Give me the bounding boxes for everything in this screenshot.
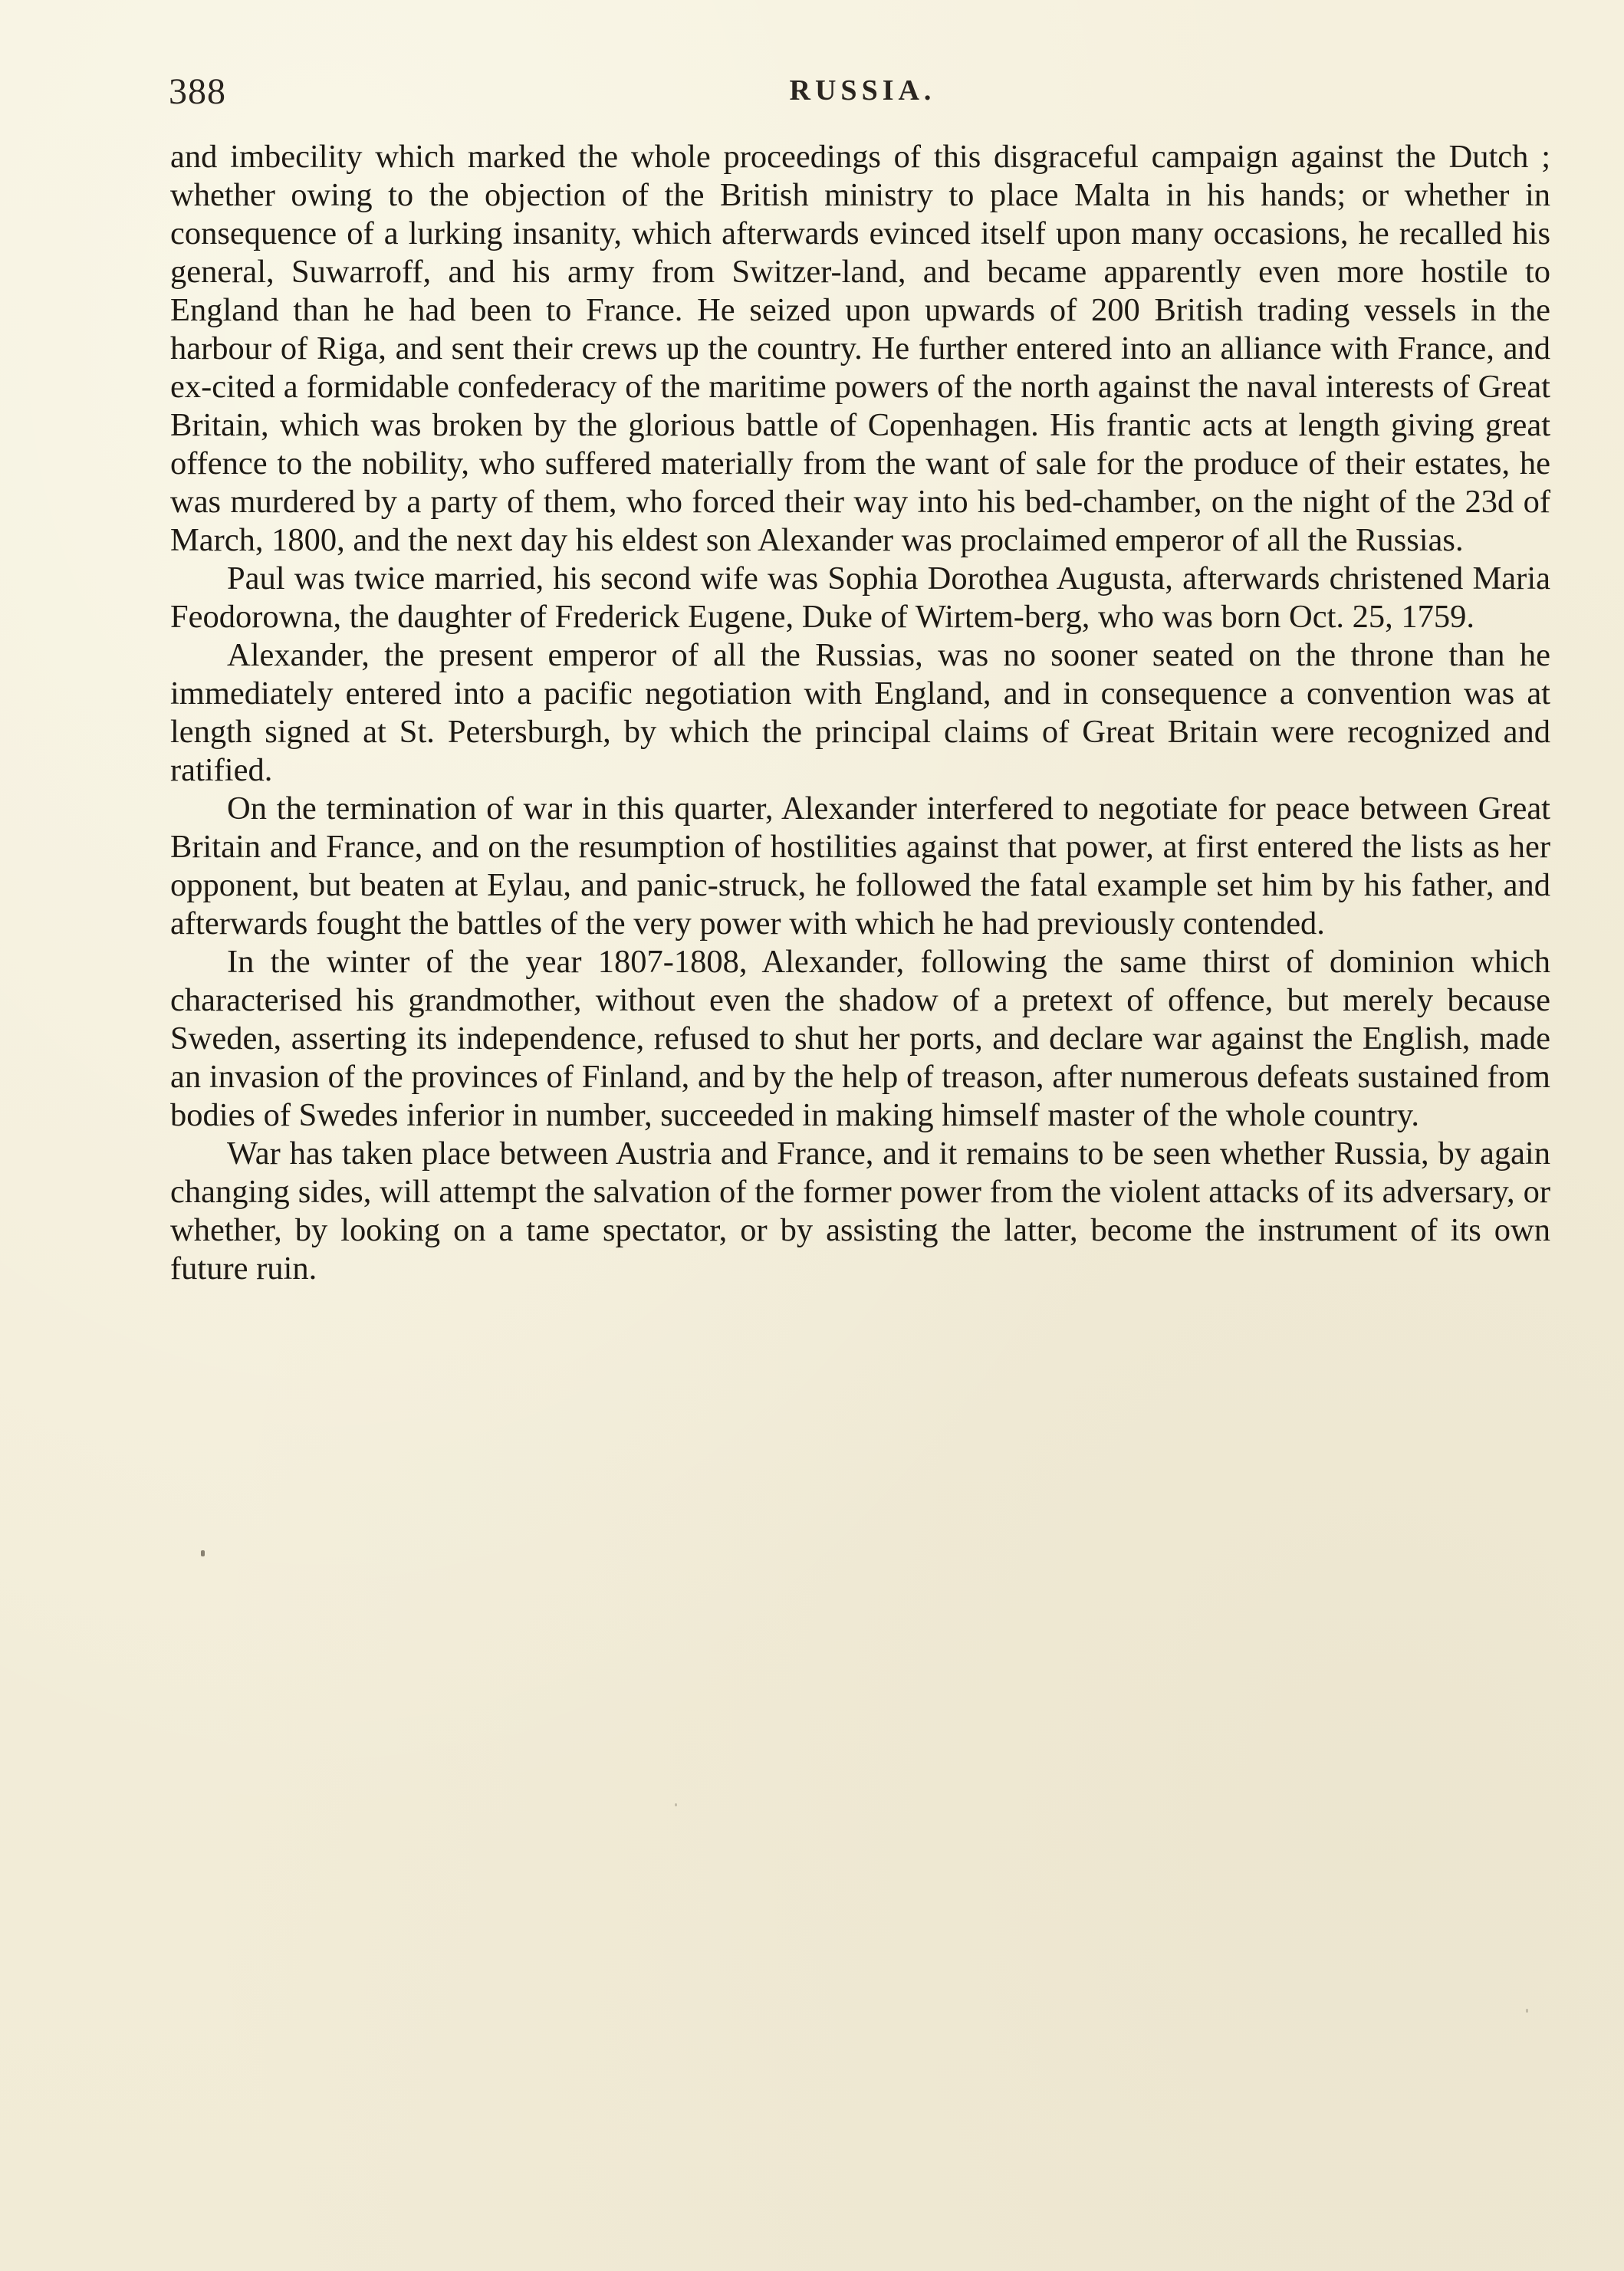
- running-head: [169, 71, 1557, 117]
- paragraph-alexander-accession: Alexander, the present emperor of all the Russias, was no sooner seated on the throne than he immediately entered into a pacific negotiation with England, and in consequence a convention was at length signed at St. Petersburgh, by which the principal claims of Great Britain were recognized and ratified.: [170, 637, 1550, 788]
- ink-speck: [201, 1550, 205, 1556]
- paragraph-finland-invasion: In the winter of the year 1807-1808, Alexander, following the same thirst of dominion which characterised his grandmother, without even the shadow of a pretext of offence, but merely because Sweden, asserting its independence, refused to shut her ports, and declare war against the English, made an invasion of the provinces of Finland, and by the help of treason, after numerous defeats sustained from bodies of Swedes inferior in number, succeeded in making himself master of the whole country.: [170, 944, 1550, 1133]
- body-text: [170, 138, 1550, 1288]
- ink-speck: [675, 1803, 677, 1806]
- page-number: 388: [169, 71, 226, 112]
- paragraph-paul-marriage: Paul was twice married, his second wife was Sophia Dorothea Augusta, afterwards christened Maria Feodorowna, the daughter of Frederick Eugene, Duke of Wirtem-berg, who was born Oct. 25, 1759.: [170, 560, 1550, 635]
- ink-speck: [1526, 2009, 1528, 2013]
- paragraph-austria-war: War has taken place between Austria and France, and it remains to be seen whether Russia, by again changing sides, will attempt the salvation of the former power from the violent attacks of its adversary, or whether, by looking on a tame spectator, or by assisting the latter, become the instrument of its own future ruin.: [170, 1136, 1550, 1287]
- paragraph-paul-reign: and imbecility which marked the whole proceedings of this disgraceful campaign against the Dutch ; whether owing to the objection of the British ministry to place Malta in his hands; or whether in consequence of a lurking insanity, which afterwards evinced itself upon many occasions, he recalled his general, Suwarroff, and his army from Switzer-land, and became apparently even more hostile to England than he had been to France. He seized upon upwards of 200 British trading vessels in the harbour of Riga, and sent their crews up the country. He further entered into an alliance with France, and ex-cited a formidable confederacy of the maritime powers of the north against the naval interests of Great Britain, which was broken by the glorious battle of Copenhagen. His frantic acts at length giving great offence to the nobility, who suffered materially from the want of sale for the produce of their estates, he was murdered by a party of them, who forced their way into his bed-chamber, on the night of the 23d of March, 1800, and the next day his eldest son Alexander was proclaimed emperor of all the Russias.: [170, 139, 1550, 558]
- running-title: RUSSIA.: [789, 74, 936, 107]
- paragraph-war-termination: On the termination of war in this quarter, Alexander interfered to negotiate for peace between Great Britain and France, and on the resumption of hostilities against that power, at first entered the lists as her opponent, but beaten at Eylau, and panic-struck, he followed the fatal example set him by his father, and afterwards fought the battles of the very power with which he had previously contended.: [170, 790, 1550, 942]
